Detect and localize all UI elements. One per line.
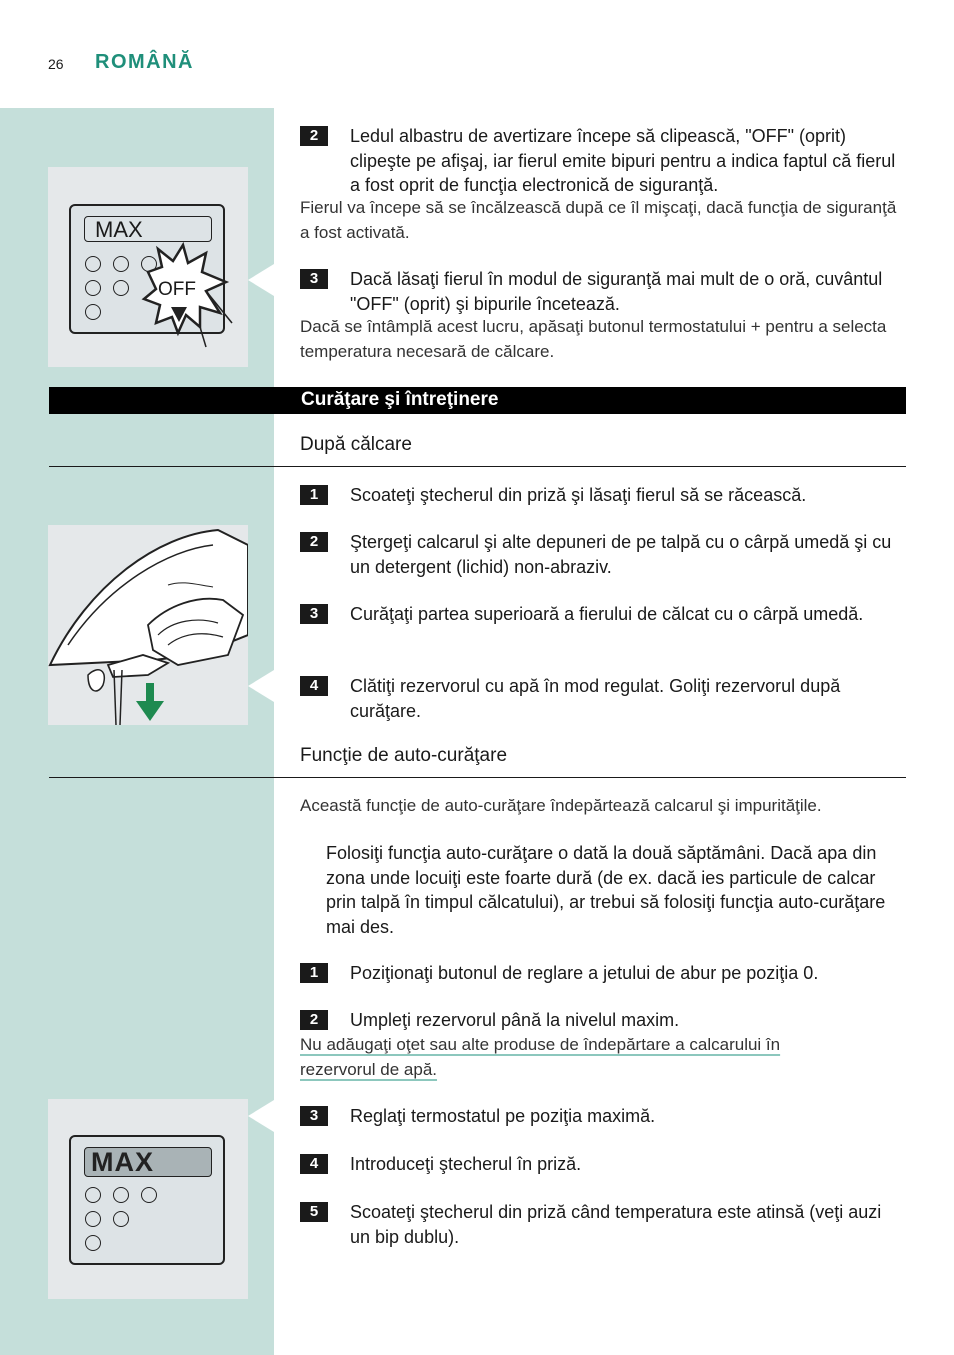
off-label: OFF <box>158 279 196 300</box>
button-dot <box>85 1187 101 1203</box>
step-text: Dacă lăsaţi fierul în modul de siguranţă mai mult de o oră, cuvântul "OFF" (oprit) şi bipurile încetează. <box>350 269 883 314</box>
step-item <box>300 483 906 508</box>
step-number: 3 <box>300 269 328 289</box>
step-text: Curăţaţi partea superioară a fierului de călcat cu o cârpă umedă. <box>350 604 864 624</box>
step-item <box>300 961 906 986</box>
arrow-down-icon <box>136 683 164 721</box>
section-heading-bar <box>49 387 906 414</box>
figure-display-max <box>48 1099 248 1299</box>
step-number: 4 <box>300 676 328 696</box>
subsection-title: După călcare <box>300 434 412 455</box>
step-number: 1 <box>300 963 328 983</box>
step-text: Reglaţi termostatul pe poziţia maximă. <box>350 1106 656 1126</box>
step-number: 4 <box>300 1154 328 1174</box>
subsection-title: Funcţie de auto-curăţare <box>300 745 508 766</box>
button-dot <box>85 256 101 272</box>
warning-text <box>300 1033 860 1082</box>
step-item <box>300 602 906 627</box>
section-title: Curăţare şi întreţinere <box>301 389 499 410</box>
button-dot <box>113 256 129 272</box>
step-number: 3 <box>300 1106 328 1126</box>
warning-link[interactable]: Nu adăugaţi oţet sau alte produse de îndepărtare a calcarului în rezervorul de apă. <box>300 1035 781 1079</box>
figure-pointer <box>248 264 274 296</box>
button-dot <box>85 280 101 296</box>
step-item <box>300 674 906 723</box>
note-text: Dacă se întâmplă acest lucru, apăsaţi butonul termostatului + pentru a selecta temperatura necesară de călcare. <box>300 317 887 361</box>
step-number: 2 <box>300 532 328 552</box>
step-number: 2 <box>300 126 328 146</box>
step-text: Ştergeţi calcarul şi alte depuneri de pe talpă cu o cârpă umedă şi cu un detergent (lichid) non-abraziv. <box>350 532 892 577</box>
button-dot <box>85 1235 101 1251</box>
step-item <box>300 1200 906 1249</box>
max-label: MAX <box>95 217 143 242</box>
step-item <box>300 1152 906 1177</box>
note-text: Fierul va începe să se încălzească după ce îl mişcaţi, dacă funcţia de siguranţă a fost activată. <box>300 198 897 242</box>
control-panel <box>69 1135 225 1265</box>
step-number: 2 <box>300 1010 328 1030</box>
step-number: 3 <box>300 604 328 624</box>
step-text: Introduceţi ştecherul în priză. <box>350 1154 582 1174</box>
step-text: Clătiţi rezervorul cu apă în mod regulat. Goliţi rezervorul după curăţare. <box>350 676 841 721</box>
button-dot <box>141 1187 157 1203</box>
step-text: Ledul albastru de avertizare începe să clipească, "OFF" (oprit) clipeşte pe afişaj, iar fierul emite bipuri pentru a indica faptul că fierul a fost oprit de funcţia electronică de siguranţă. <box>350 126 896 195</box>
step-text: Umpleţi rezervorul până la nivelul maxim. <box>350 1010 680 1030</box>
button-dot <box>85 1211 101 1227</box>
max-label: MAX <box>91 1147 154 1177</box>
tip-text: Folosiţi funcţia auto-curăţare o dată la două săptămâni. Dacă apa din zona unde locuiţi este foarte dură (de ex. dacă ies particule de calcar prin talpă în timpul călcatului), ar trebui să folosiţi funcţia auto-curăţare mai des. <box>326 843 886 937</box>
step-text: Scoateţi ştecherul din priză când temperatura este atinsă (veţi auzi un bip dublu). <box>350 1202 882 1247</box>
figure-display-off <box>48 167 248 367</box>
step-item <box>300 124 906 198</box>
step-text: Poziţionaţi butonul de reglare a jetului de abur pe poziţia 0. <box>350 963 819 983</box>
display-screen <box>84 1147 212 1177</box>
step-number: 1 <box>300 485 328 505</box>
button-dot <box>85 304 101 320</box>
figure-pointer <box>248 1100 274 1132</box>
language-title: ROMÂNĂ <box>95 51 194 73</box>
step-item <box>300 1008 906 1033</box>
step-number: 5 <box>300 1202 328 1222</box>
step-item <box>300 530 906 579</box>
step-item <box>300 1104 906 1129</box>
figure-pointer <box>248 670 274 702</box>
page-number: 26 <box>48 56 64 72</box>
step-text: Scoateţi ştecherul din priză şi lăsaţi fierul să se răcească. <box>350 485 807 505</box>
figure-iron-rinse <box>48 525 248 725</box>
divider <box>49 466 906 467</box>
button-dot <box>113 280 129 296</box>
button-dot <box>113 1187 129 1203</box>
button-dot <box>113 1211 129 1227</box>
step-item <box>300 267 906 316</box>
intro-text: Această funcţie de auto-curăţare îndepărtează calcarul şi impurităţile. <box>300 796 822 815</box>
divider <box>49 777 906 778</box>
